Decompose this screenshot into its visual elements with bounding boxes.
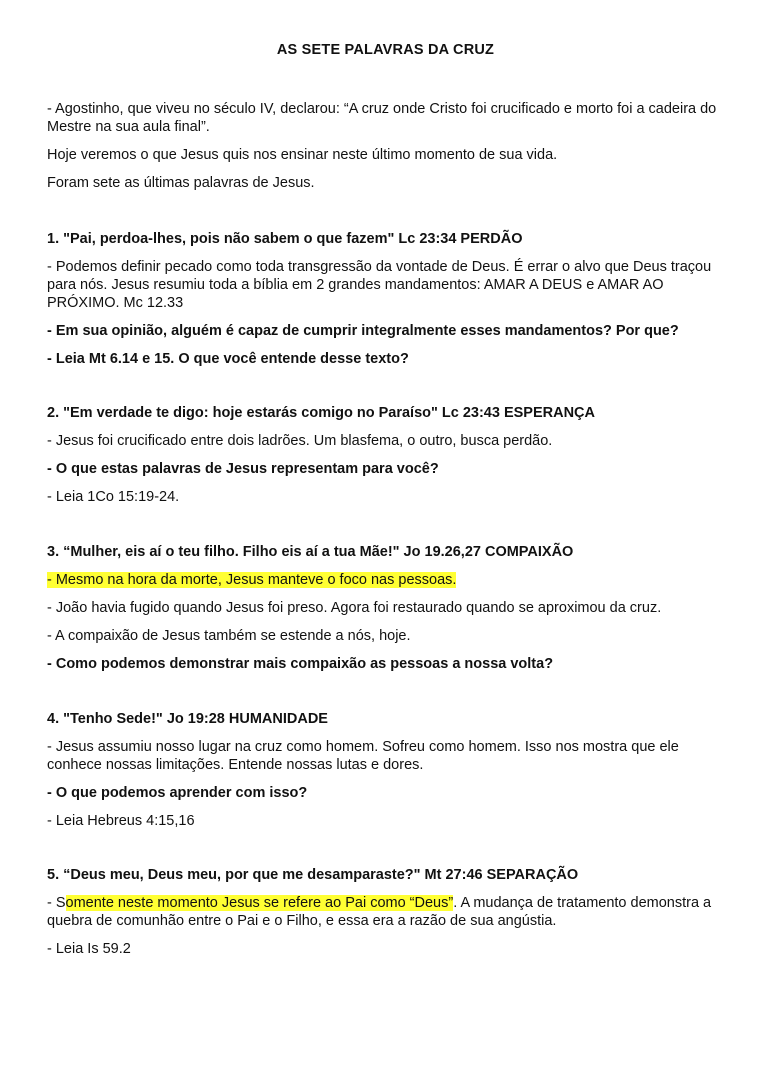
document-title: AS SETE PALAVRAS DA CRUZ [276, 42, 495, 58]
section-2-heading: 2. "Em verdade te digo: hoje estarás comigo no Paraíso" Lc 23:43 ESPERANÇA [47, 405, 595, 421]
section-3-question: - Como podemos demonstrar mais compaixão as pessoas a nossa volta? [47, 656, 554, 672]
section-5-paragraph-1 [47, 894, 724, 930]
section-5-paragraph-2: - Leia Is 59.2 [47, 941, 131, 957]
section-1-question-1: - Em sua opinião, alguém é capaz de cumprir integralmente esses mandamentos? Por que? [47, 323, 679, 339]
section-3-heading: 3. “Mulher, eis aí o teu filho. Filho eis aí a tua Mãe!" Jo 19.26,27 COMPAIXÃO [47, 544, 574, 560]
section-2-paragraph-2: - Leia 1Co 15:19-24. [47, 489, 180, 505]
highlighted-text: omente neste momento Jesus se refere ao Pai como “Deus” [65, 895, 454, 911]
section-3-paragraph-1 [47, 571, 724, 589]
section-2-question: - O que estas palavras de Jesus representam para você? [47, 461, 439, 477]
section-5-heading: 5. “Deus meu, Deus meu, por que me desamparaste?" Mt 27:46 SEPARAÇÃO [47, 867, 579, 883]
section-3-paragraph-2: - João havia fugido quando Jesus foi preso. Agora foi restaurado quando se aproximou da cruz. [47, 600, 662, 616]
section-1-heading: 1. "Pai, perdoa-lhes, pois não sabem o que fazem" Lc 23:34 PERDÃO [47, 231, 523, 247]
section-2-paragraph-1: - Jesus foi crucificado entre dois ladrões. Um blasfema, o outro, busca perdão. [47, 433, 553, 449]
section-4-paragraph-2: - Leia Hebreus 4:15,16 [47, 813, 195, 829]
intro-paragraph-2: Hoje veremos o que Jesus quis nos ensinar neste último momento de sua vida. [47, 147, 558, 163]
section-1-question-2: - Leia Mt 6.14 e 15. O que você entende desse texto? [47, 351, 409, 367]
section-3-paragraph-3: - A compaixão de Jesus também se estende a nós, hoje. [47, 628, 411, 644]
section-1-paragraph: - Podemos definir pecado como toda transgressão da vontade de Deus. É errar o alvo que Deus traçou para nós. Jesus resumiu toda a bíblia em 2 grandes mandamentos: AMAR A DEUS e AMAR AO PRÓXIMO. Mc 12.33 [47, 259, 712, 311]
document-page [0, 42, 768, 1066]
intro-paragraph-1: - Agostinho, que viveu no século IV, declarou: “A cruz onde Cristo foi crucificado e morto foi a cadeira do Mestre na sua aula final”. [47, 101, 717, 135]
intro-paragraph-3: Foram sete as últimas palavras de Jesus. [47, 175, 315, 191]
paragraph-start: - S [47, 895, 66, 911]
section-4-heading: 4. "Tenho Sede!" Jo 19:28 HUMANIDADE [47, 711, 328, 727]
highlighted-text: - Mesmo na hora da morte, Jesus manteve o foco nas pessoas. [47, 572, 457, 588]
paragraph-rest: . A mudança de tratamento demonstra a quebra de comunhão entre o Pai e o Filho, e essa era a razão de sua angústia. [47, 895, 712, 929]
section-4-question: - O que podemos aprender com isso? [47, 785, 308, 801]
section-4-paragraph-1: - Jesus assumiu nosso lugar na cruz como homem. Sofreu como homem. Isso nos mostra que ele conhece nossas limitações. Entende nossas lutas e dores. [47, 739, 679, 773]
